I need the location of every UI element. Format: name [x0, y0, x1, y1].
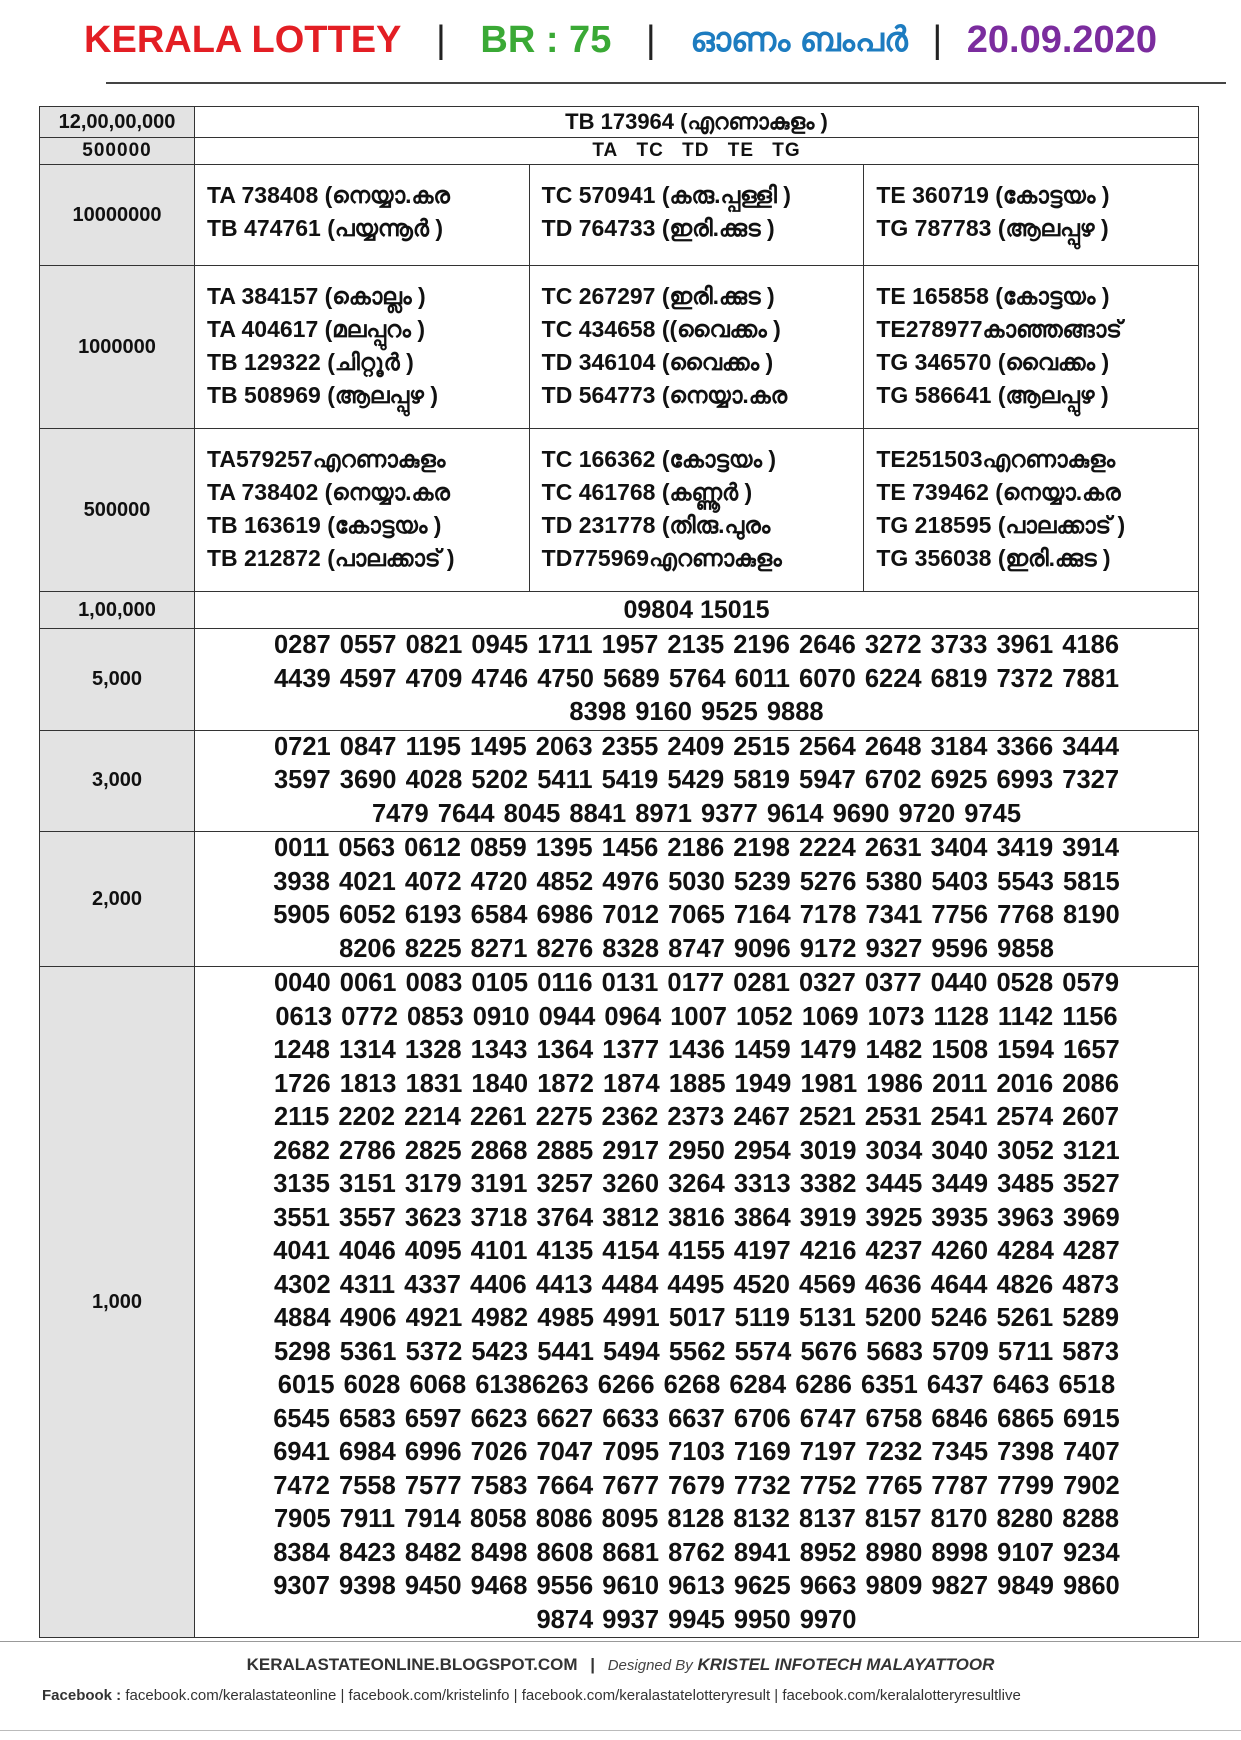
number-line: 4302 4311 4337 4406 4413 4484 4495 4520 4569 4636 4644 4826 4873 — [273, 1270, 1120, 1299]
number-line: 1726 1813 1831 1840 1872 1874 1885 1949 1981 1986 2011 2016 2086 — [273, 1069, 1120, 1098]
winner-column — [530, 165, 865, 265]
facebook-label: Facebook : — [42, 1687, 122, 1704]
winner-ticket: TD 764733 (ഇരി.ക്കുട ) — [541, 215, 775, 241]
winner-ticket: TB 508969 (ആലപ്പുഴ ) — [207, 382, 438, 408]
second-prize-winners — [195, 165, 1199, 266]
footer-bottom-divider — [0, 1730, 1241, 1731]
prize-amount: 10000000 — [40, 165, 195, 266]
third-prize-row — [40, 266, 1199, 429]
number-line: 0287 0557 0821 0945 1711 1957 2135 2196 2646 3272 3733 3961 4186 — [273, 631, 1120, 659]
winner-ticket: TD 346104 (വൈക്കം ) — [541, 349, 774, 375]
header-separator: | — [932, 19, 943, 62]
winner-ticket: TB 212872 (പാലക്കാട് ) — [207, 545, 455, 571]
number-line: 5298 5361 5372 5423 5441 5494 5562 5574 5676 5683 5709 5711 5873 — [273, 1337, 1120, 1366]
winner-ticket: TB 129322 (ചിറ്റൂർ ) — [207, 349, 414, 375]
number-line: 9307 9398 9450 9468 9556 9610 9613 9625 9663 9809 9827 9849 9860 — [273, 1572, 1120, 1600]
winner-ticket: TG 586641 (ആലപ്പുഴ ) — [876, 382, 1109, 408]
number-line: 0040 0061 0083 0105 0116 0131 0177 0281 0327 0377 0440 0528 0579 — [273, 969, 1120, 997]
series-code: TD — [682, 140, 710, 161]
winner-ticket: TC 461768 (കണ്ണൂർ ) — [541, 479, 753, 505]
results-table — [39, 106, 1199, 1638]
winning-numbers — [195, 832, 1199, 967]
winner-column — [864, 165, 1198, 265]
designer-name: KRISTEL INFOTECH MALAYATTOOR — [697, 1655, 995, 1674]
winner-ticket: TG 218595 (പാലക്കാട് ) — [876, 512, 1126, 538]
winner-ticket: TC 570941 (കരു.പ്പള്ളി ) — [541, 182, 791, 208]
number-line: 2682 2786 2825 2868 2885 2917 2950 2954 3019 3034 3040 3052 3121 — [273, 1136, 1120, 1165]
draw-name: ഓണം ബംപർ — [690, 21, 908, 60]
prize-amount: 3,000 — [40, 730, 195, 832]
number-line: 6545 6583 6597 6623 6627 6633 6637 6706 6747 6758 6846 6865 6915 — [273, 1404, 1120, 1433]
number-line: 7479 7644 8045 8841 8971 9377 9614 9690 9720 9745 — [371, 799, 1022, 828]
number-line: 0613 0772 0853 0910 0944 0964 1007 1052 1069 1073 1128 1142 1156 — [275, 1002, 1118, 1031]
winner-ticket: TC 267297 (ഇരി.ക്കുട ) — [541, 283, 775, 309]
prize-5000-row — [40, 629, 1199, 731]
winner-ticket: TG 346570 (വൈക്കം ) — [876, 349, 1110, 375]
winner-ticket: TA579257എറണാകുളം — [207, 446, 446, 472]
number-line: 0721 0847 1195 1495 2063 2355 2409 2515 2564 2648 3184 3366 3444 — [273, 732, 1120, 761]
header-title: KERALA LOTTEY — [84, 19, 402, 62]
footer-separator: | — [590, 1655, 595, 1674]
site-link[interactable]: KERALASTATEONLINE.BLOGSPOT.COM — [246, 1655, 578, 1674]
footer-divider — [0, 1641, 1241, 1642]
second-prize-row — [40, 165, 1199, 266]
footer-facebook — [42, 1687, 1222, 1704]
page-header — [0, 18, 1241, 74]
consolation-series — [195, 138, 1199, 165]
winner-ticket: TE251503എറണാകുളം — [876, 446, 1116, 472]
header-separator: | — [645, 19, 656, 62]
prize-amount: 500000 — [40, 429, 195, 592]
prize-amount: 1,00,000 — [40, 592, 195, 629]
winning-numbers — [195, 730, 1199, 832]
winner-ticket: TD 564773 (നെയ്യാ.കര — [541, 382, 788, 408]
number-line: 3135 3151 3179 3191 3257 3260 3264 3313 3382 3445 3449 3485 3527 — [273, 1170, 1120, 1198]
number-line: 4439 4597 4709 4746 4750 5689 5764 6011 6070 6224 6819 7372 7881 — [273, 664, 1120, 693]
number-line: 9874 9937 9945 9950 9970 — [536, 1605, 857, 1634]
prize-3000-row — [40, 730, 1199, 832]
winner-ticket: TC 166362 (കോട്ടയം ) — [541, 446, 777, 472]
header-separator: | — [435, 19, 446, 62]
winner-ticket: TE278977കാഞ്ഞങ്ങാട് — [876, 316, 1122, 342]
winning-numbers — [195, 967, 1199, 1638]
header-divider — [106, 82, 1226, 84]
series-code: TC — [636, 140, 664, 161]
prize-amount: 2,000 — [40, 832, 195, 967]
prize-amount: 500000 — [40, 138, 195, 165]
first-prize-ticket: TB 173964 (എറണാകുളം ) — [195, 107, 1199, 138]
number-line: 8398 9160 9525 9888 — [569, 698, 824, 726]
prize-amount: 5,000 — [40, 629, 195, 731]
series-code: TE — [727, 140, 755, 161]
prize-amount: 12,00,00,000 — [40, 107, 195, 138]
winner-ticket: TB 163619 (കോട്ടയം ) — [207, 512, 442, 538]
number-line: 8206 8225 8271 8276 8328 8747 9096 9172 9327 9596 9858 — [339, 934, 1054, 963]
number-line: 1248 1314 1328 1343 1364 1377 1436 1459 1479 1482 1508 1594 1657 — [273, 1036, 1120, 1064]
number-line: 6941 6984 6996 7026 7047 7095 7103 7169 7197 7232 7345 7398 7407 — [273, 1438, 1120, 1466]
number-line: 3938 4021 4072 4720 4852 4976 5030 5239 5276 5380 5403 5543 5815 — [273, 867, 1120, 896]
designed-by-label: Designed By — [607, 1657, 693, 1674]
winner-column — [530, 266, 865, 428]
prize-amount: 1,000 — [40, 967, 195, 1638]
winner-column — [530, 429, 865, 591]
prize-2000-row — [40, 832, 1199, 967]
number-line: 8384 8423 8482 8498 8608 8681 8762 8941 8952 8980 8998 9107 9234 — [273, 1538, 1120, 1567]
winner-ticket: TC 434658 ((വൈക്കം ) — [541, 316, 781, 342]
number-line: 6015 6028 6068 61386263 6266 6268 6284 6286 6351 6437 6463 6518 — [277, 1371, 1116, 1399]
winner-ticket: TD 231778 (തിരു.പുരം — [541, 512, 771, 538]
winner-ticket: TE 360719 (കോട്ടയം ) — [876, 182, 1110, 208]
winner-ticket: TA 404617 (മലപ്പുറം ) — [207, 316, 425, 342]
number-line: 3551 3557 3623 3718 3764 3812 3816 3864 3919 3925 3935 3963 3969 — [273, 1203, 1120, 1232]
first-prize-row — [40, 107, 1199, 138]
number-line: 4884 4906 4921 4982 4985 4991 5017 5119 5131 5200 5246 5261 5289 — [273, 1304, 1120, 1332]
winner-column — [864, 429, 1198, 591]
winner-ticket: TG 787783 (ആലപ്പുഴ ) — [876, 215, 1109, 241]
winner-column — [195, 266, 530, 428]
winner-ticket: TA 738402 (നെയ്യാ.കര — [207, 479, 450, 505]
number-line: 0011 0563 0612 0859 1395 1456 2186 2198 2224 2631 3404 3419 3914 — [273, 834, 1120, 862]
fifth-prize-row — [40, 592, 1199, 629]
draw-code: BR : 75 — [480, 19, 612, 62]
number-line: 7905 7911 7914 8058 8086 8095 8128 8132 8137 8157 8170 8280 8288 — [273, 1505, 1120, 1533]
number-line: 3597 3690 4028 5202 5411 5419 5429 5819 5947 6702 6925 6993 7327 — [273, 766, 1120, 794]
prize-amount: 1000000 — [40, 266, 195, 429]
winner-ticket: TA 384157 (കൊല്ലം ) — [207, 283, 426, 309]
winning-numbers — [195, 629, 1199, 731]
winner-column — [864, 266, 1198, 428]
number-line: 4041 4046 4095 4101 4135 4154 4155 4197 4216 4237 4260 4284 4287 — [273, 1237, 1120, 1265]
winner-ticket: TA 738408 (നെയ്യാ.കര — [207, 182, 450, 208]
fourth-prize-row — [40, 429, 1199, 592]
number-line: 2115 2202 2214 2261 2275 2362 2373 2467 2521 2531 2541 2574 2607 — [273, 1103, 1120, 1131]
prize-1000-row — [40, 967, 1199, 1638]
fifth-prize-numbers: 09804 15015 — [195, 592, 1199, 629]
fourth-prize-winners — [195, 429, 1199, 592]
winner-column — [195, 429, 530, 591]
winner-ticket: TE 165858 (കോട്ടയം ) — [876, 283, 1110, 309]
third-prize-winners — [195, 266, 1199, 429]
consolation-row — [40, 138, 1199, 165]
winner-ticket: TG 356038 (ഇരി.ക്കുട ) — [876, 545, 1111, 571]
winner-ticket: TE 739462 (നെയ്യാ.കര — [876, 479, 1121, 505]
footer-credits — [0, 1655, 1241, 1675]
facebook-links[interactable]: facebook.com/keralastateonline | facebook.com/kristelinfo | facebook.com/keralastatelotteryresult | facebook.com/keralalotteryresultlive — [125, 1687, 1021, 1704]
number-line: 7472 7558 7577 7583 7664 7677 7679 7732 7752 7765 7787 7799 7902 — [273, 1471, 1120, 1500]
draw-date: 20.09.2020 — [966, 19, 1157, 62]
winner-column — [195, 165, 530, 265]
winner-ticket: TD775969എറണാകുളം — [541, 545, 782, 571]
number-line: 5905 6052 6193 6584 6986 7012 7065 7164 7178 7341 7756 7768 8190 — [273, 901, 1120, 929]
series-code: TA — [592, 140, 619, 161]
series-code: TG — [772, 140, 801, 161]
winner-ticket: TB 474761 (പയ്യന്നൂർ ) — [207, 215, 444, 241]
